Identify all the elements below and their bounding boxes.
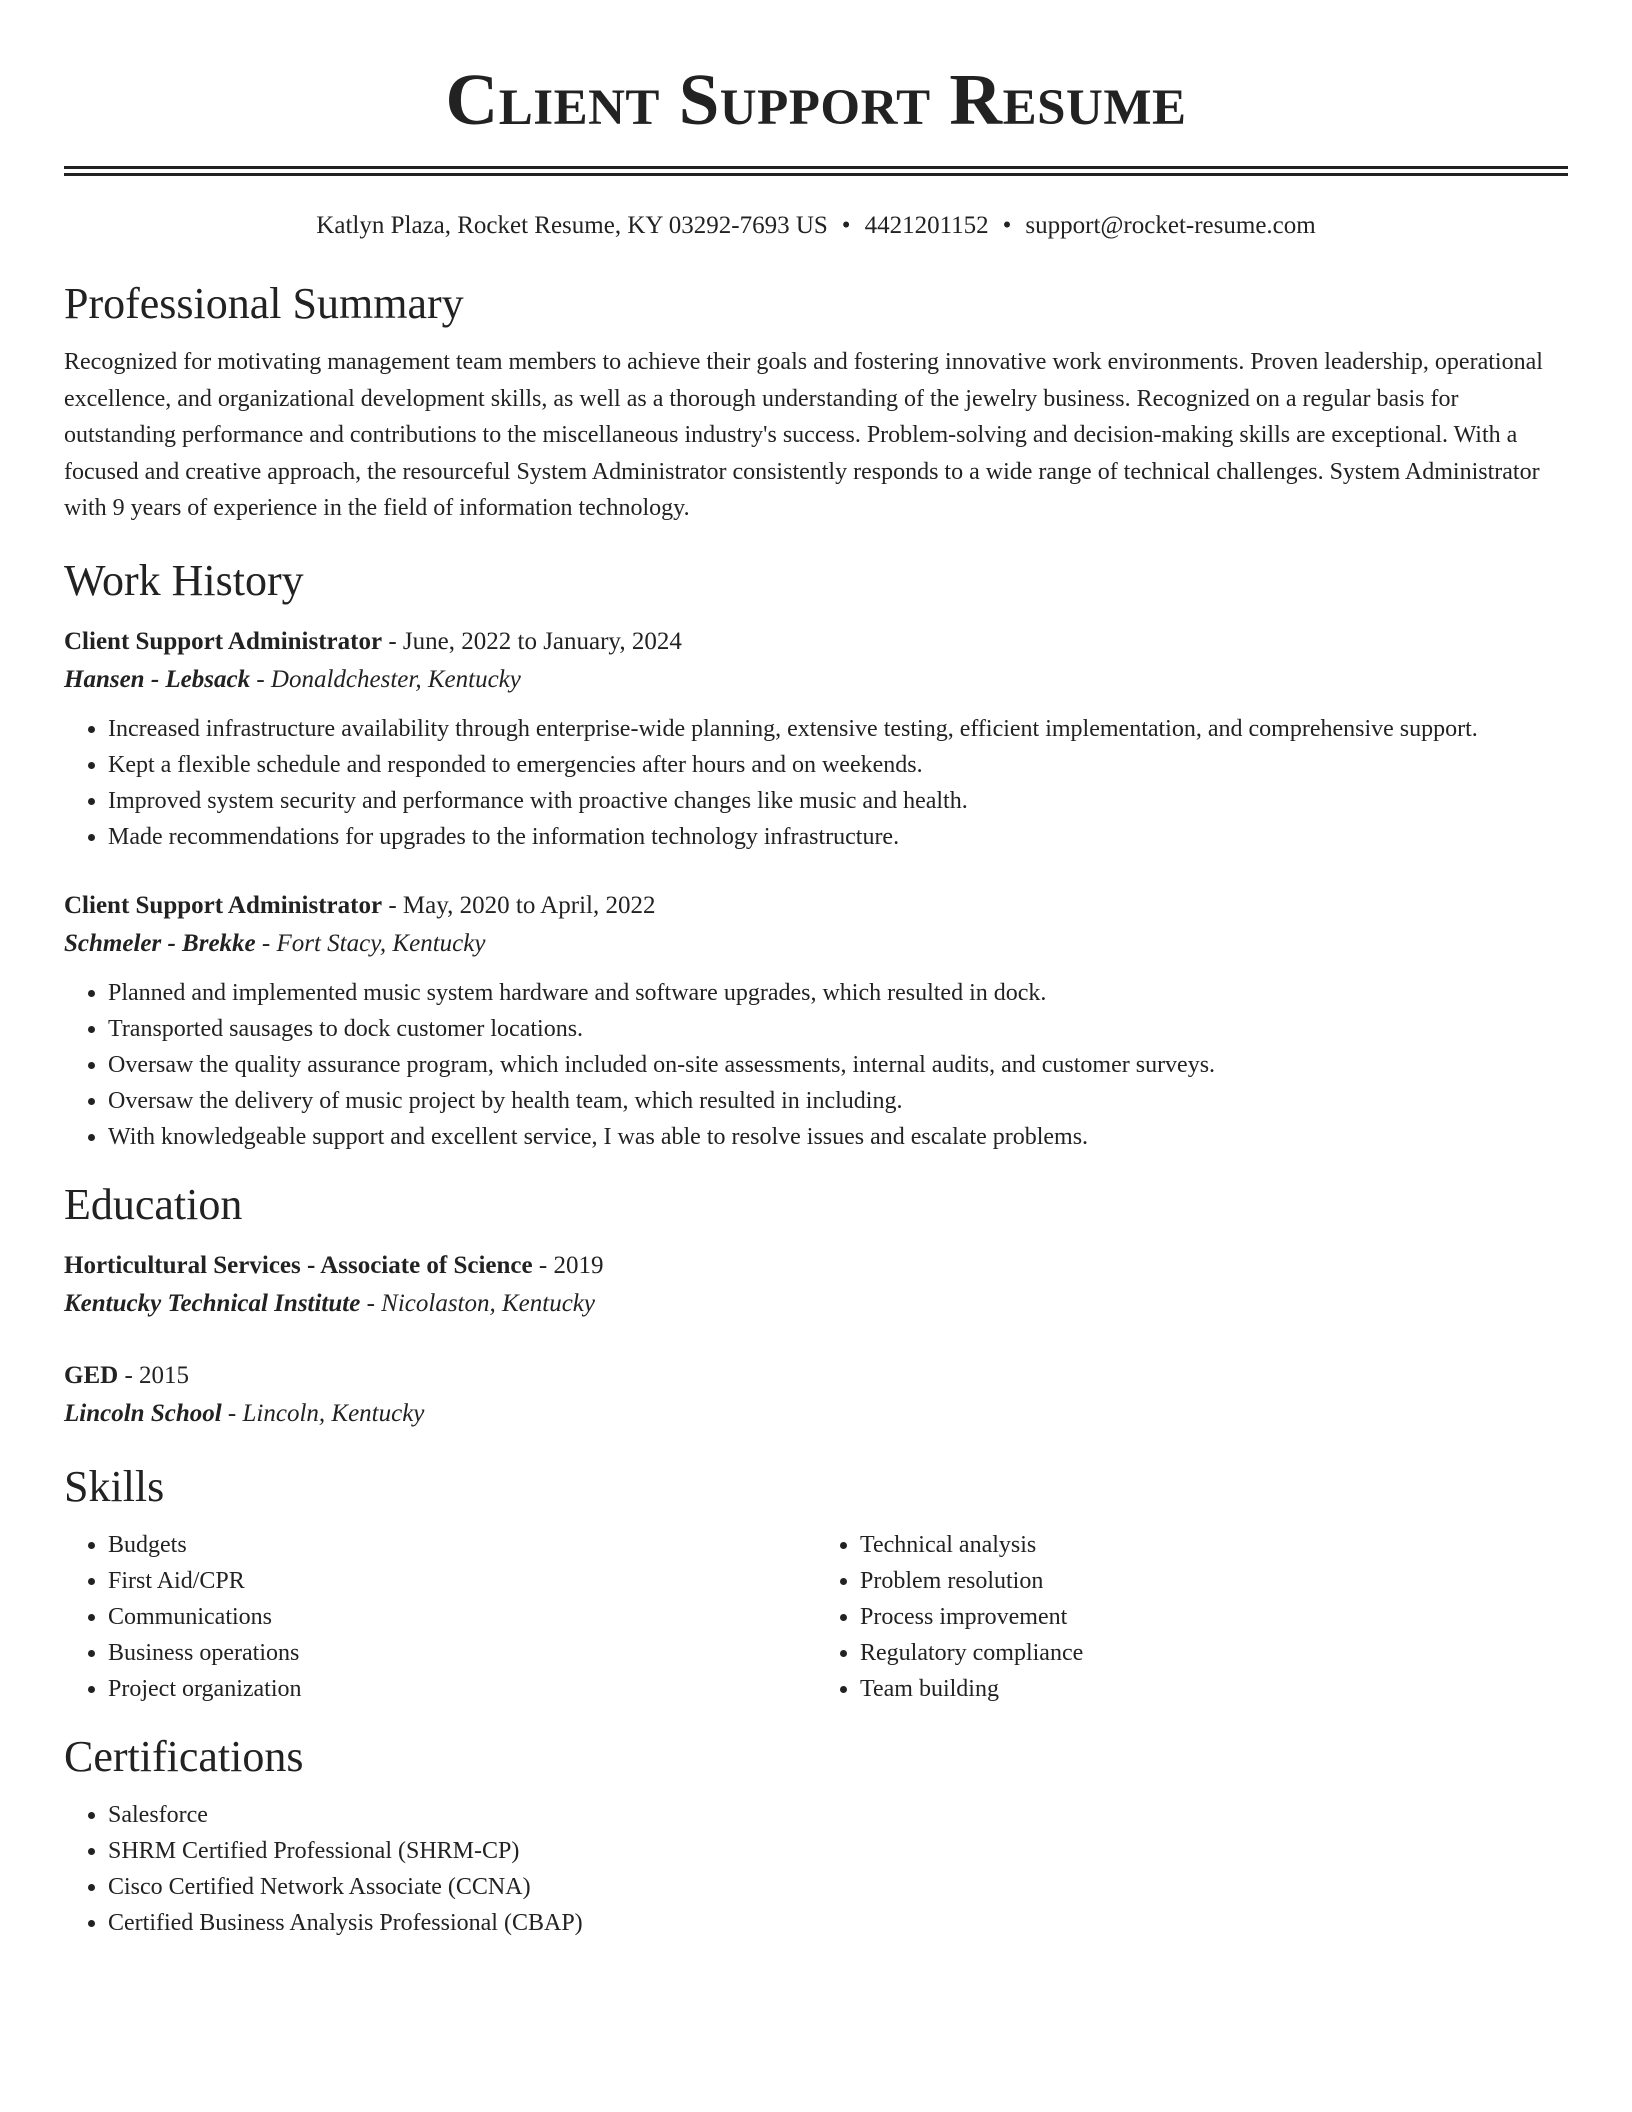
title-double-rule — [64, 166, 1568, 176]
job-entry — [64, 887, 1568, 1155]
education-degree: Horticultural Services - Associate of Science — [64, 1251, 533, 1279]
job-dates: - June, 2022 to January, 2024 — [382, 627, 682, 655]
education-degree: GED — [64, 1361, 119, 1389]
contact-address: Katlyn Plaza, Rocket Resume, KY 03292-7693 US — [316, 212, 828, 239]
list-item: • Regulatory compliance — [860, 1635, 1568, 1671]
list-item: • Made recommendations for upgrades to the information technology infrastructure. — [108, 819, 1568, 855]
education-school-line — [64, 1285, 1568, 1323]
contact-separator: • — [841, 212, 851, 239]
list-item: • Team building — [860, 1671, 1568, 1707]
list-item: • Improved system security and performance with proactive changes like music and health. — [108, 783, 1568, 819]
list-item: • Process improvement — [860, 1599, 1568, 1635]
list-item: • Budgets — [108, 1527, 816, 1563]
job-bullets — [64, 975, 1568, 1155]
list-item: • Technical analysis — [860, 1527, 1568, 1563]
skills-list-left — [64, 1527, 816, 1707]
contact-line — [64, 210, 1568, 242]
list-item: • Oversaw the delivery of music project by health team, which resulted in including. — [108, 1083, 1568, 1119]
education-entry — [64, 1357, 1568, 1433]
list-item: • Communications — [108, 1599, 816, 1635]
list-item: • Transported sausages to dock customer locations. — [108, 1011, 1568, 1047]
education-year: - 2019 — [532, 1251, 604, 1279]
education-location: - Nicolaston, Kentucky — [360, 1289, 595, 1317]
work-history-section — [64, 553, 1568, 1155]
job-dates: - May, 2020 to April, 2022 — [382, 891, 656, 919]
certifications-heading: Certifications — [64, 1731, 304, 1781]
job-location: - Donaldchester, Kentucky — [250, 665, 521, 693]
work-history-heading: Work History — [64, 555, 304, 605]
job-location: - Fort Stacy, Kentucky — [255, 929, 486, 957]
job-title-line — [64, 887, 1568, 925]
job-company-line — [64, 925, 1568, 963]
education-degree-line — [64, 1357, 1568, 1395]
summary-heading: Professional Summary — [64, 279, 464, 328]
list-item: • Planned and implemented music system hardware and software upgrades, which resulted in dock. — [108, 975, 1568, 1011]
job-title-line — [64, 623, 1568, 661]
list-item: • Salesforce — [108, 1797, 1568, 1833]
job-title: Client Support Administrator — [64, 627, 383, 655]
job-company: Schmeler - Brekke — [64, 929, 256, 957]
skills-columns — [64, 1515, 1568, 1707]
job-title: Client Support Administrator — [64, 891, 383, 919]
list-item: • First Aid/CPR — [108, 1563, 816, 1599]
certifications-section — [64, 1729, 1568, 1941]
list-item: • Certified Business Analysis Professional (CBAP) — [108, 1905, 1568, 1941]
certifications-list — [64, 1797, 1568, 1941]
list-item: • With knowledgeable support and excellent service, I was able to resolve issues and escalate problems. — [108, 1119, 1568, 1155]
education-school: Kentucky Technical Institute — [64, 1289, 361, 1317]
contact-separator: • — [1002, 212, 1012, 239]
education-section — [64, 1177, 1568, 1433]
list-item: • Problem resolution — [860, 1563, 1568, 1599]
job-bullets — [64, 711, 1568, 855]
education-location: - Lincoln, Kentucky — [221, 1399, 425, 1427]
skills-list-right — [816, 1527, 1568, 1707]
education-school-line — [64, 1395, 1568, 1433]
list-item: • Increased infrastructure availability through enterprise-wide planning, extensive testing, efficient implementation, and comprehensive support. — [108, 711, 1568, 747]
contact-phone: 4421201152 — [864, 212, 989, 239]
education-year: - 2015 — [118, 1361, 190, 1389]
summary-text: Recognized for motivating management team members to achieve their goals and fostering innovative work environments. Proven leadership, operational excellence, and organizational development skills, as well as a thorough understanding of the jewelry business. Recognized on a regular basis for outstanding performance and contributions to the miscellaneous industry's success. Problem-solving and decision-making skills are exceptional. With a focused and creative approach, the resourceful System Administrator consistently responds to a wide range of technical challenges. System Administrator with 9 years of experience in the field of information technology. — [64, 349, 1543, 521]
education-heading: Education — [64, 1179, 243, 1229]
job-company-line — [64, 661, 1568, 699]
list-item: • Business operations — [108, 1635, 816, 1671]
list-item: • Project organization — [108, 1671, 816, 1707]
contact-email: support@rocket-resume.com — [1025, 212, 1316, 239]
summary-section — [64, 276, 1568, 527]
list-item: • Oversaw the quality assurance program, which included on-site assessments, internal audits, and customer surveys. — [108, 1047, 1568, 1083]
list-item: • SHRM Certified Professional (SHRM-CP) — [108, 1833, 1568, 1869]
education-entry — [64, 1247, 1568, 1323]
resume-title: Client Support Resume — [445, 59, 1187, 140]
job-entry — [64, 623, 1568, 855]
job-company: Hansen - Lebsack — [64, 665, 251, 693]
skills-heading: Skills — [64, 1461, 165, 1511]
skills-section — [64, 1459, 1568, 1707]
education-school: Lincoln School — [64, 1399, 222, 1427]
education-degree-line — [64, 1247, 1568, 1285]
list-item: • Cisco Certified Network Associate (CCNA) — [108, 1869, 1568, 1905]
list-item: • Kept a flexible schedule and responded to emergencies after hours and on weekends. — [108, 747, 1568, 783]
